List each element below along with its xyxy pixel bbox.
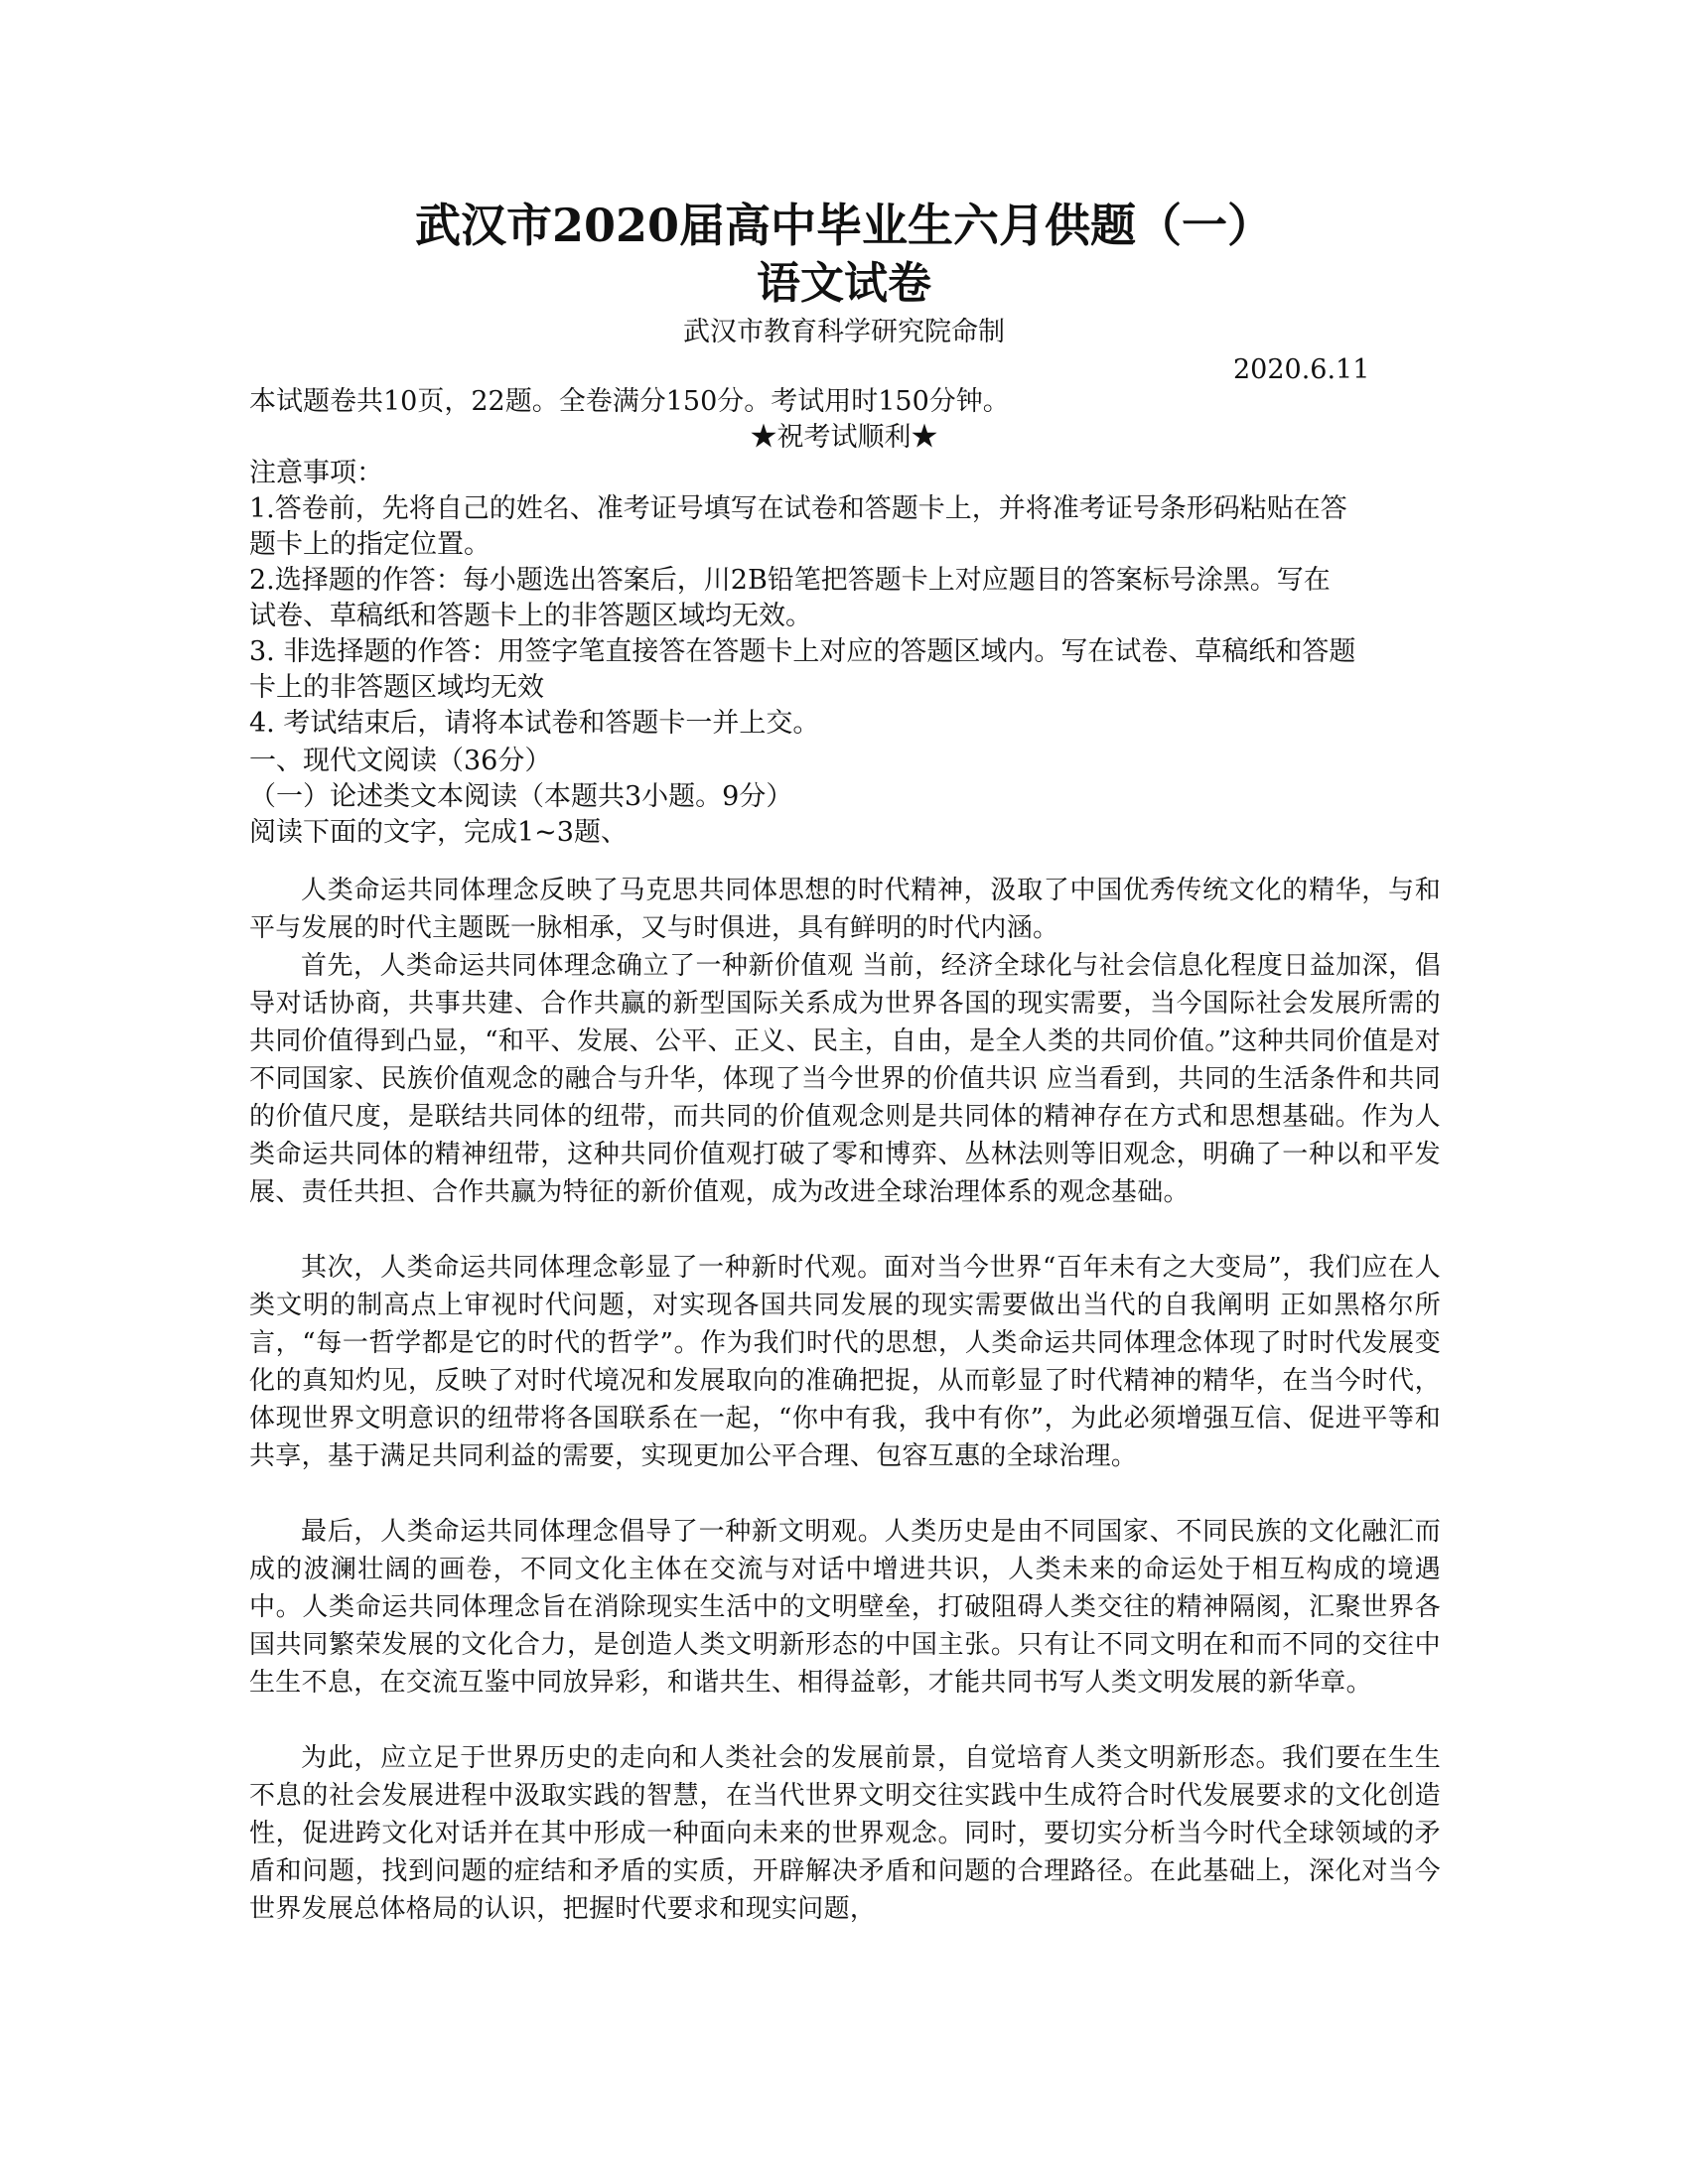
passage-paragraph-text: 其次，人类命运共同体理念彰显了一种新时代观。面对当今世界“百年未有之大变局”，我们应在人类文明的制高点上审视时代问题，对实现各国共同发展的现实需要做出当代的自我阐明 正如黑格尔所言，“每一哲学都是它的时代的哲学”。作为我们时代的思想，人类命运共同体理念体现了时时代发展变化的真知灼见，反映了对时代境况和发展取向的准确把捉，从而彰显了时代精神的精华，在当今时代，体现世界文明意识的纽带将各国联系在一起，“你中有我，我中有你”，为此必须增强互信、促进平等和共享，基于满足共同利益的需要，实现更加公平合理、包容互惠的全球治理。: [249, 1253, 1441, 1471]
notice-heading: 注意事项：: [249, 458, 383, 488]
notice-line: 4. 考试结束后，请将本试卷和答题卡一并上交。: [249, 708, 820, 739]
exam-date: 2020.6.11: [1233, 354, 1370, 385]
issuer-line: 武汉市教育科学研究院命制: [683, 317, 1005, 347]
section-instruction: 阅读下面的文字，完成1~3题、: [249, 817, 628, 848]
passage-paragraph-text: 人类命运共同体理念反映了马克思共同体思想的时代精神，汲取了中国优秀传统文化的精华，与和平与发展的时代主题既一脉相承，又与时俱进，具有鲜明的时代内涵。: [249, 876, 1441, 943]
passage-paragraph: [249, 872, 1441, 947]
section-subheading: （一）论述类文本阅读（本题共3小题。9分）: [249, 781, 793, 812]
passage-paragraph: [249, 947, 1441, 1249]
notice-line: 3. 非选择题的作答：用签字笔直接答在答题卡上对应的答题区域内。写在试卷、草稿纸和答题: [249, 636, 1356, 667]
blessing-line: ★祝考试顺利★: [750, 422, 938, 453]
notice-line: 题卡上的指定位置。: [249, 529, 491, 560]
passage-paragraph: [249, 1739, 1441, 1928]
section-heading: 一、现代文阅读（36分）: [249, 746, 552, 776]
passage-paragraph-text: 为此，应立足于世界历史的走向和人类社会的发展前景，自觉培育人类文明新形态。我们要在生生不息的社会发展进程中汲取实践的智慧，在当代世界文明交往实践中生成符合时代发展要求的文化创造性，促进跨文化对话并在其中形成一种面向未来的世界观念。同时，要切实分析当今时代全球领域的矛盾和问题，找到问题的症结和矛盾的实质，开辟解决矛盾和问题的合理路径。在此基础上，深化对当今世界发展总体格局的认识，把握时代要求和现实问题，: [249, 1743, 1441, 1924]
exam-title: 武汉市2020届高中毕业生六月供题（一）: [414, 199, 1274, 252]
notice-line: 卡上的非答题区域均无效: [249, 672, 544, 703]
exam-subject-title: 语文试卷: [757, 258, 931, 309]
passage-paragraph-text: 最后，人类命运共同体理念倡导了一种新文明观。人类历史是由不同国家、不同民族的文化融汇而成的波澜壮阔的画卷，不同文化主体在交流与对话中增进共识，人类未来的命运处于相互构成的境遇中。人类命运共同体理念旨在消除现实生活中的文明壁垒，打破阻碍人类交往的精神隔阂，汇聚世界各国共同繁荣发展的文化合力，是创造人类文明新形态的中国主张。只有让不同文明在和而不同的交往中生生不息，在交流互鉴中同放异彩，和谐共生、相得益彰，才能共同书写人类文明发展的新华章。: [249, 1517, 1441, 1698]
passage-paragraph: [249, 1249, 1441, 1513]
passage-paragraph: [249, 1513, 1441, 1739]
notice-line: 1.答卷前，先将自己的姓名、准考证号填写在试卷和答题卡上，并将准考证号条形码粘贴在答: [249, 493, 1347, 524]
exam-info: 本试题卷共10页，22题。全卷满分150分。考试用时150分钟。: [249, 386, 1010, 417]
passage-paragraph-text: 首先，人类命运共同体理念确立了一种新价值观 当前，经济全球化与社会信息化程度日益加深，倡导对话协商，共事共建、合作共赢的新型国际关系成为世界各国的现实需要，当今国际社会发展所需的共同价值得到凸显，“和平、发展、公平、正义、民主，自由，是全人类的共同价值。”这种共同价值是对不同国家、民族价值观念的融合与升华，体现了当今世界的价值共识 应当看到，共同的生活条件和共同的价值尺度，是联结共同体的纽带，而共同的价值观念则是共同体的精神存在方式和思想基础。作为人类命运共同体的精神纽带，这种共同价值观打破了零和博弈、丛林法则等旧观念，明确了一种以和平发展、责任共担、合作共赢为特征的新价值观，成为改进全球治理体系的观念基础。: [249, 951, 1441, 1207]
notice-line: 试卷、草稿纸和答题卡上的非答题区域均无效。: [249, 601, 812, 631]
notice-line: 2.选择题的作答：每小题选出答案后，川2B铅笔把答题卡上对应题目的答案标号涂黑。写在: [249, 565, 1331, 596]
